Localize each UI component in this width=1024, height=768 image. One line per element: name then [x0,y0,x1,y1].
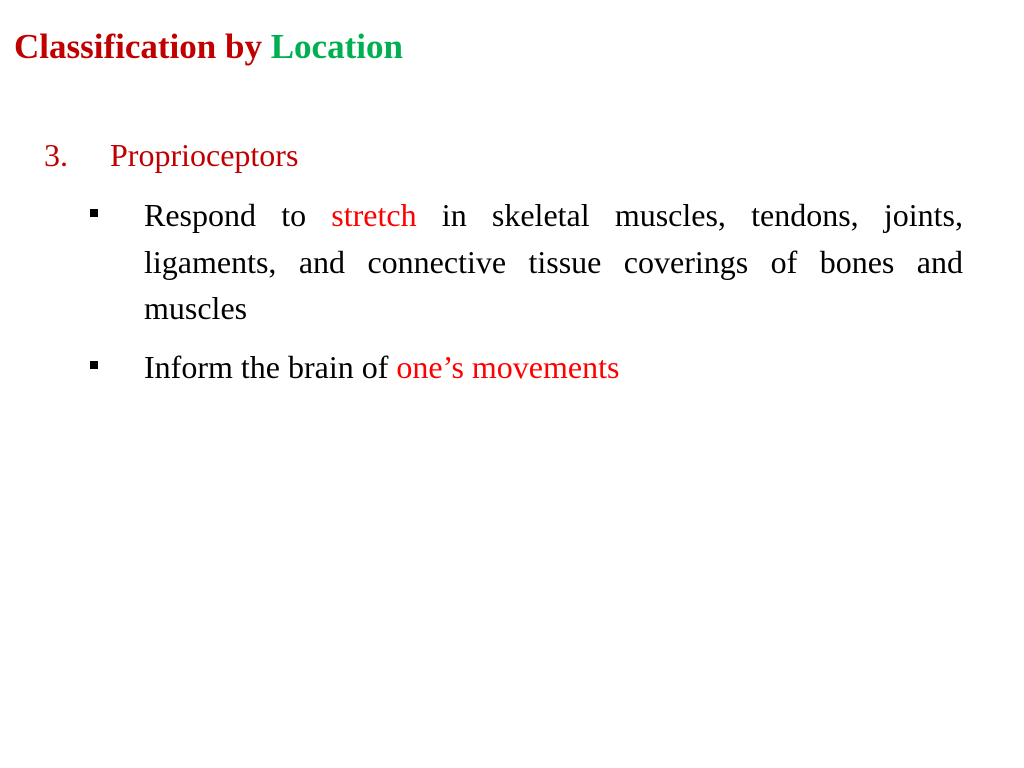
bullet-text: Respond to [144,197,332,233]
slide-title [14,26,403,68]
bullet-item [84,344,963,391]
item-heading: Proprioceptors [110,137,299,173]
numbered-item [44,136,298,174]
bullet-highlight: one’s movements [396,348,620,385]
item-number: 3. [44,137,68,173]
bullet-item [84,192,963,332]
square-bullet-icon [90,361,98,369]
square-bullet-icon [90,209,98,217]
bullet-text: in skeletal muscles, tendons, joints, ligaments, and connective tissue coverings of bones and muscles [144,197,963,326]
bullet-list [84,192,963,390]
bullet-highlight: stretch [331,197,417,233]
title-text: Classification by [14,27,271,66]
title-highlight: Location [270,27,403,66]
bullet-text: Inform the brain of [144,348,397,385]
